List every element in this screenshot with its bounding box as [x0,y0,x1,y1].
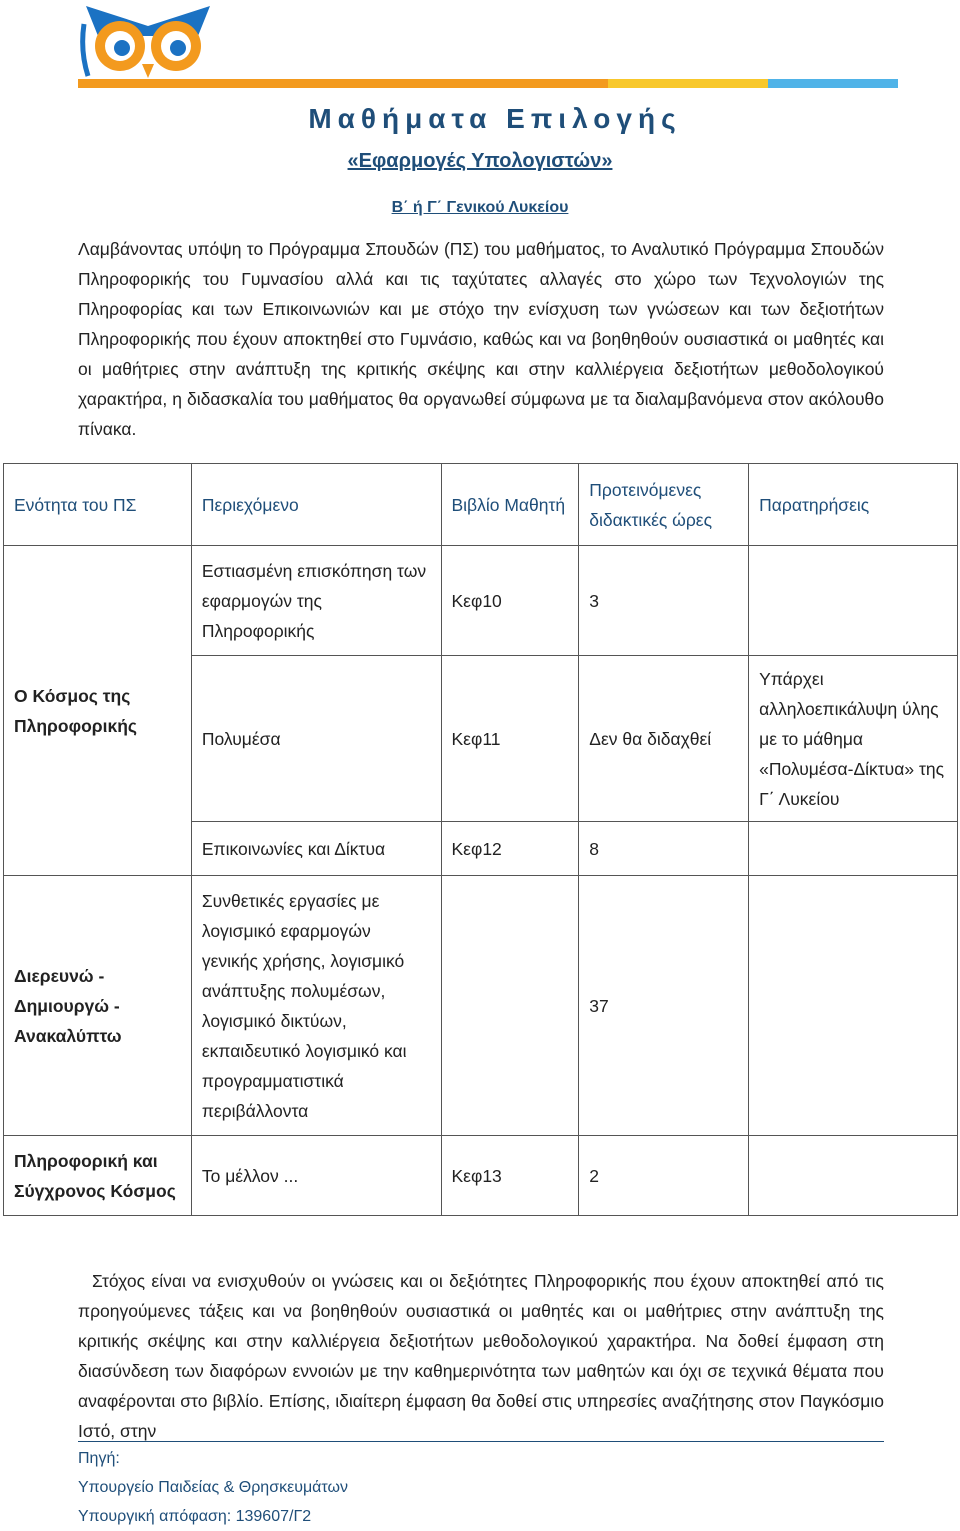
book-cell: Κεφ13 [441,1136,579,1216]
header-notes: Παρατηρήσεις [749,464,958,546]
table-row [4,546,958,656]
book-cell: Κεφ11 [441,656,579,822]
book-cell [441,876,579,1136]
notes-cell: Υπάρχει αλληλοεπικάλυψη ύλης με το μάθημα «Πολυμέσα-Δίκτυα» της Γ΄ Λυκείου [749,656,958,822]
content-cell: Το μέλλον ... [191,1136,441,1216]
unit-cell: Ο Κόσμος της Πληροφορικής [4,546,192,876]
notes-cell [749,546,958,656]
content-cell: Συνθετικές εργασίες με λογισμικό εφαρμογών γενικής χρήσης, λογισμικό ανάπτυξης πολυμέσων, λογισμικό δικτύων, εκπαιδευτικό λογισμικό και προγραμματιστικά περιβάλλοντα [191,876,441,1136]
outro-paragraph: Στόχος είναι να ενισχυθούν οι γνώσεις και οι δεξιότητες Πληροφορικής που έχουν αποκτηθεί από τις προηγούμενες τάξεις και να βοηθηθούν ουσιαστικά οι μαθητές και οι μαθήτριες στην ανάπτυξη της κριτικής σκέψης και στην καλλιέργεια δεξιοτήτων μεθοδολογικού χαρακτήρα. Να δοθεί έμφαση στη διασύνδεση των διαφόρων εννοιών με την καθημερινότητα των μαθητών και όχι σε τεχνικά θέματα που αναφέρονται στο βιβλίο. Επίσης, ιδιαίτερη έμφαση θα δοθεί στις υπηρεσίες αναζήτησης στον Παγκόσμιο Ιστό, στην [78,1271,884,1441]
table-row [4,1136,958,1216]
header-unit: Ενότητα του ΠΣ [4,464,192,546]
hours-cell: 37 [579,876,749,1136]
content-cell: Επικοινωνίες και Δίκτυα [191,822,441,876]
page-subtitle: «Εφαρμογές Υπολογιστών» [347,150,613,172]
hours-cell: 8 [579,822,749,876]
header-hours: Προτεινόμενες διδακτικές ώρες [579,464,749,546]
hours-cell: 3 [579,546,749,656]
unit-cell: Πληροφορική και Σύγχρονος Κόσμος [4,1136,192,1216]
owl-logo-icon [78,6,218,86]
unit-cell: Διερευνώ - Δημιουργώ - Ανακαλύπτω [4,876,192,1136]
intro-paragraph: Λαμβάνοντας υπόψη το Πρόγραμμα Σπουδών (ΠΣ) του μαθήματος, το Αναλυτικό Πρόγραμμα Σπουδών Πληροφορικής του Γυμνασίου αλλά και τις ταχύτατες αλλαγές στο χώρο των Τεχνολογιών της Πληροφορίας και των Επικοινωνιών και με στόχο την ενίσχυση των γνώσεων και των δεξιοτήτων Πληροφορικής που έχουν αποκτηθεί στο Γυμνάσιο, καθώς και να βοηθηθούν ουσιαστικά οι μαθητές και οι μαθήτριες στην ανάπτυξη της κριτικής σκέψης και στην καλλιέργεια δεξιοτήτων μεθοδολογικού χαρακτήρα, η διδασκαλία του μαθήματος θα οργανωθεί σύμφωνα με τα διαλαμβανόμενα στον ακόλουθο πίνακα. [78,239,884,439]
book-cell: Κεφ12 [441,822,579,876]
page-footer [78,1441,884,1531]
header-book: Βιβλίο Μαθητή [441,464,579,546]
book-cell: Κεφ10 [441,546,579,656]
footer-decision: Υπουργική απόφαση: 139607/Γ2 [78,1508,312,1525]
table-row [4,876,958,1136]
table-header-row [4,464,958,546]
footer-ministry: Υπουργείο Παιδείας & Θρησκευμάτων [78,1479,348,1496]
hours-cell: Δεν θα διδαχθεί [579,656,749,822]
content-cell: Εστιασμένη επισκόπηση των εφαρμογών της Πληροφορικής [191,546,441,656]
content-cell: Πολυμέσα [191,656,441,822]
page-title: Μαθήματα Επιλογής [308,103,682,134]
hours-cell: 2 [579,1136,749,1216]
header-color-rule [78,79,898,88]
curriculum-table [3,463,958,1216]
grade-heading: Β΄ ή Γ΄ Γενικού Λυκείου [391,199,569,216]
notes-cell [749,822,958,876]
header-content: Περιεχόμενο [191,464,441,546]
notes-cell [749,876,958,1136]
footer-source-label: Πηγή: [78,1450,120,1467]
notes-cell [749,1136,958,1216]
